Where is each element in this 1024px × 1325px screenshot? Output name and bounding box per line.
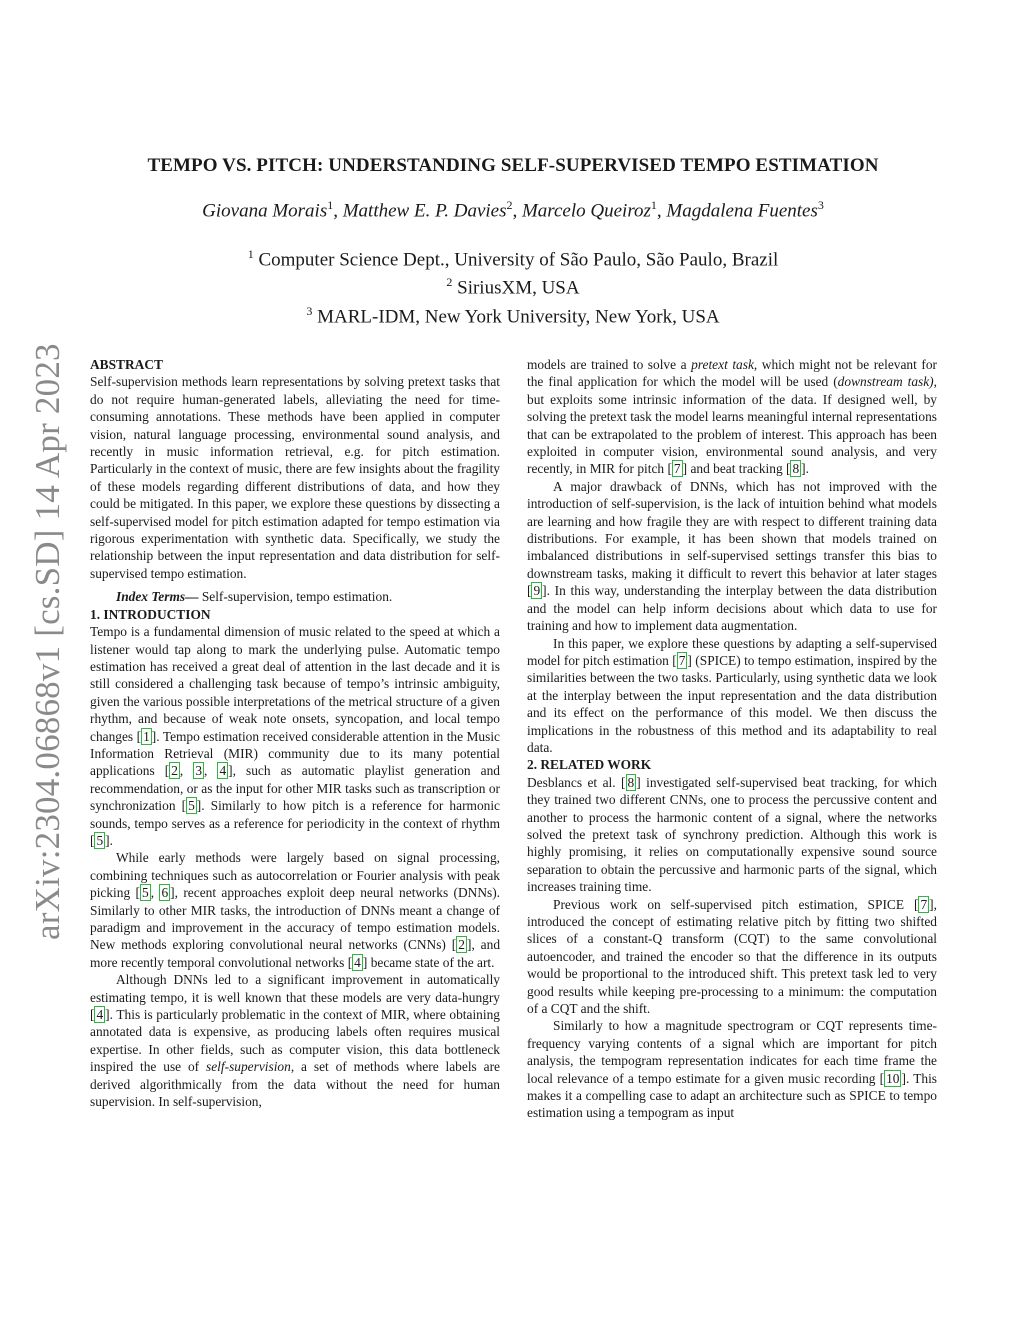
intro-paragraph-1: Tempo is a fundamental dimension of music related to the speed at which a listener would tap along to mark the underlying pulse. Automatic tempo estimation has received a great deal of attention in the last decade and it is still considered a challenging task because of tempo’s intrinsic ambiguity, given the various possible interpretations of the metrical structure of a given rhythm, and because of weak note onsets, syncopation, and local tempo changes [ 1 ]. Tempo estimation received considerable attention in the Music Information Retrieval (MIR) community due to its many potential applications [ 2 , 3 , 4 ], such as automatic playlist generation and recommendation, or as the input for other MIR tasks such as transcription or synchronization [ 5 ]. Similarly to how pitch is a reference for harmonic sounds, tempo serves as a reference for periodicity in the context of rhythm [ 5 ]. (90, 624, 501, 848)
intro-paragraph-6: In this paper, we explore these questions by adapting a self-supervised model for pitch estimation [ 7 ] (SPICE) to tempo estimation, inspired by the similarities between the two tasks. Particularly, using synthetic data we look at the interplay between the input representation and the data distribution and its effect on the performance of this model. We then discuss the implications in the robustness of this method and its adaptability to real data. (527, 635, 937, 755)
text-run: . (805, 461, 809, 477)
index-terms (90, 588, 500, 605)
text-run: Similarly to how a magnitude spectrogram or CQT represents time-frequency varying contents of a signal which are important for pitch analysis, the tempogram representation indicates for each time frame the local relevance of a tempo estimate for a given music recording (527, 1018, 937, 1086)
text-run: . Tempo estimation received considerable attention in the Music Information Retrieval (MIR) community due to its many potential applications (90, 728, 501, 779)
citation-link[interactable]: 7 (673, 461, 681, 477)
citation-link[interactable]: 2 (171, 763, 178, 779)
text-run: , and more recently temporal convolutional networks (90, 937, 501, 970)
text-run: , introduced the concept of estimating relative pitch by fitting two shifted slices of a constant-Q transform (CQT) to the same convolutional autoencoder, and trained the encoder so that the difference in its outputs would be proportional to the introduced shift. This pretext task led to very good results while keeping pre-processing to a minimum: the computation of a CQT and the shift. (527, 896, 937, 1017)
text-run: A major drawback of DNNs, which has not improved with the introduction of self-supervision, is the lack of intuition behind what models are learning and how fragile they are with respect to different training data distributions. For example, it has been shown that models trained on imbalanced distributions in self-supervised settings transfer this bias to downstream tasks, making it difficult to revert this behavior at later stages (527, 478, 937, 581)
intro-paragraph-4: models are trained to solve a pretext task, which might not be relevant for the final application for which the model will be used (downstream task), but exploits some intrinsic information of the data. If designed well, by solving the pretext task the model learns meaningful internal representations that can be extrapolated to the problem of interest. This approach has been exploited in computer vision, environmental sound analysis, and very recently, in MIR for pitch [ 7 ] and beat tracking [ 8 ]. (527, 357, 937, 477)
citation-link[interactable]: 9 (533, 583, 541, 599)
abstract-heading: ABSTRACT (90, 357, 163, 372)
text-run: Desblancs et al. (527, 774, 622, 790)
text-run: , recent approaches exploit deep neural networks (DNNs). Similarly to other MIR tasks, the introduction of DNNs meant a change of paradigm and improvement in the accuracy of tempo estimation models. New methods exploring convolutional neural networks (CNNs) (90, 885, 501, 953)
text-run: Previous work on self-supervised pitch estimation, SPICE (553, 896, 914, 912)
left-column (90, 356, 500, 1110)
text-run: Although DNNs led to a significant improvement in automatically estimating tempo, it is well known that these models are very data-hungry (90, 972, 500, 1005)
affiliation-number: 2 (446, 275, 453, 290)
related-paragraph-3: Similarly to how a magnitude spectrogram or CQT represents time-frequency varying contents of a signal which are important for pitch analysis, the tempogram representation indicates for each time frame the local relevance of a tempo estimate for a given music recording [ 10 ]. This makes it a compelling case to adapt an architecture such as SPICE to tempo estimation using a tempogram as input (527, 1018, 938, 1121)
author-list (90, 198, 936, 222)
text-run: Tempo is a fundamental dimension of music related to the speed at which a listener would tap along to mark the underlying pulse. Automatic tempo estimation has received a great deal of attention in the last decade and it is still considered a challenging task because of tempo’s intrinsic ambiguity, given the various possible interpretations of the metrical structure of a given rhythm, and because of weak note onsets, syncopation, and local tempo changes (90, 624, 500, 744)
author-separator: , (656, 200, 667, 222)
text-run: became state of the art. (367, 954, 495, 970)
text-run: While early methods were largely based on signal processing, combining techniques such as autocorrelation or Fourier analysis with peak picking (90, 850, 500, 901)
affiliation-list (90, 243, 936, 328)
intro-paragraph-3: Although DNNs led to a significant improvement in automatically estimating tempo, it is well known that these models are very data-hungry [ 4 ]. This is particularly problematic in the context of MIR, where obtaining annotated data is expensive, as producing labels often requires musical expertise. In other fields, such as computer vision, this data bottleneck inspired the use of self-supervision, a set of methods where labels are derived algorithmically from the data without the need for human supervision. In self-supervision, (90, 972, 500, 1110)
text-run: . This makes it a compelling case to adapt an architecture such as SPICE to tempo estimation using a tempogram as input (527, 1070, 938, 1121)
citation-link[interactable]: 8 (627, 774, 635, 790)
citation-link[interactable]: 7 (678, 652, 686, 668)
author-separator: , (333, 200, 343, 222)
related-work-heading: 2. RELATED WORK (527, 757, 652, 773)
index-terms-label: Index Terms— (116, 589, 199, 605)
affiliation (90, 300, 936, 328)
related-paragraph-2: Previous work on self-supervised pitch estimation, SPICE [ 7 ], introduced the concept of estimating relative pitch by fitting two shifted slices of a constant-Q transform (CQT) to the same convolutional autoencoder, and trained the encoder so that the difference in its outputs would be proportional to the introduced shift. This pretext task led to very good results while keeping pre-processing to a minimum: the computation of a CQT and the shift. (527, 896, 937, 1017)
text-run: In this paper, we explore these questions by adapting a self-supervised model for pitch estimation (527, 635, 937, 668)
affiliation-number: 1 (247, 247, 254, 261)
citation-link[interactable]: 3 (195, 763, 203, 779)
text-run: . (109, 832, 113, 848)
affiliation-text: Computer Science Dept., University of São Paulo, São Paulo, Brazil (258, 249, 779, 271)
intro-paragraph-2: While early methods were largely based on signal processing, combining techniques such as autocorrelation or Fourier analysis with peak picking [ 5 , 6 ], recent approaches exploit deep neural networks (DNNs). Similarly to other MIR tasks, the introduction of DNNs meant a change of paradigm and improvement in the accuracy of tempo estimation models. New methods exploring convolutional neural networks (CNNs) [ 2 ], and more recently temporal convolutional networks [ 4 ] became state of the art. (90, 850, 501, 970)
author-affiliation-mark: 3 (817, 198, 824, 212)
text-run: . In this way, understanding the interplay between the data distribution and the model can help inform decisions about which data to use for training and how to implement data augmentation. (527, 583, 937, 634)
abstract-text: Self-supervision methods learn representations by solving pretext tasks that do not require human-generated labels, alleviating the need for time-consuming annotations. These methods have been applied in computer vision, natural language processing, environmental sound analysis, and recently in music information retrieval, e.g. for pitch estimation. Particularly in the context of music, there are few insights about the fragility of these models regarding different distributions of data, and how they could be mitigated. In this paper, we explore these questions by dissecting a self-supervised model for pitch estimation adapted for tempo estimation via rigorous experimentation with synthetic data. Specifically, we study the relationship between the input representation and data distribution for self-supervised tempo estimation. (90, 374, 500, 581)
citation-link[interactable]: 8 (792, 461, 800, 477)
text-run: , which might not be relevant for the final application for which the model will be used ( (527, 357, 937, 390)
author-affiliation-mark: 2 (506, 198, 513, 212)
text-run: , such as automatic playlist generation and recommendation, or as the input for other MIR tasks such as transcription or synchronization (90, 763, 500, 814)
text-run: investigated self-supervised beat tracking, for which they trained two different CNNs, one to process the percussive content and another to process the harmonic content of a signal, where the networks solved the pretext task of synchrony prediction. Although this work is highly promising, it relies on computationally expensive sound source separation to obtain the percussive and harmonic parts of the signal, which increases training time. (527, 774, 937, 895)
citation-link[interactable]: 5 (188, 798, 195, 814)
affiliation (90, 271, 936, 299)
text-run: . Similarly to how pitch is a reference for harmonic sounds, tempo serves as a reference for periodicity in the context of rhythm (90, 798, 500, 831)
author-name: Matthew E. P. Davies (342, 200, 507, 222)
emphasis-text: downstream task) (837, 374, 934, 390)
text-run: , a set of methods where labels are derived algorithmically from the data without the need for human supervision. In self-supervision, (90, 1059, 500, 1110)
citation-link[interactable]: 1 (143, 728, 150, 744)
citation-link[interactable]: 4 (219, 763, 227, 779)
author-name: Magdalena Fuentes (666, 200, 818, 222)
paper-title: TEMPO VS. PITCH: UNDERSTANDING SELF-SUPERVISED TEMPO ESTIMATION (147, 155, 879, 176)
related-paragraph-1: Desblancs et al. [ 8 ] investigated self-supervised beat tracking, for which they trained two different CNNs, one to process the percussive content and another to process the harmonic content of a signal, where the networks solved the pretext task of synchrony prediction. Although this work is highly promising, it relies on computationally expensive sound source separation to obtain the percussive and harmonic parts of the signal, which increases training time. (527, 774, 937, 895)
text-run: , but exploits some intrinsic information of the data. If designed well, by solving the pretext task the model learns meaningful internal representations that can be extrapolated to the problem of interest. This approach has been exploited in computer vision, environmental sound analysis, and very recently, in MIR for pitch (527, 374, 937, 477)
citation-link[interactable]: 7 (920, 896, 928, 912)
author-name: Giovana Morais (202, 200, 328, 222)
affiliation-number: 3 (306, 303, 313, 318)
citation-link[interactable]: 10 (886, 1070, 900, 1086)
text-run: . This is particularly problematic in the context of MIR, where obtaining annotated data is expensive, as producing labels often requires musical expertise. In other fields, such as computer vision, this data bottleneck inspired the use of (90, 1007, 500, 1075)
affiliation-text: MARL-IDM, New York University, New York, USA (317, 305, 720, 327)
author-separator: , (512, 200, 522, 222)
index-terms-text: Self-supervision, tempo estimation. (198, 589, 393, 605)
citation-link[interactable]: 2 (458, 937, 465, 953)
introduction-heading: 1. INTRODUCTION (90, 606, 211, 622)
text-run: and beat tracking (687, 461, 786, 477)
emphasis-text: pretext task (691, 357, 754, 372)
affiliation (90, 243, 936, 271)
citation-link[interactable]: 4 (96, 1007, 104, 1023)
author-affiliation-mark: 1 (650, 198, 657, 212)
citation-link[interactable]: 5 (142, 885, 149, 901)
intro-paragraph-5: A major drawback of DNNs, which has not improved with the introduction of self-supervision, is the lack of intuition behind what models are learning and how fragile they are with respect to different training data distributions. For example, it has been shown that models trained on imbalanced distributions in self-supervised settings transfer this bias to downstream tasks, making it difficult to revert this behavior at later stages [ 9 ]. In this way, understanding the interplay between the data distribution and the model can help inform decisions about which data to use for training and how to implement data augmentation. (527, 478, 937, 634)
author-affiliation-mark: 1 (327, 198, 334, 212)
affiliation-text: SiriusXM, USA (457, 277, 580, 299)
author-name: Marcelo Queiroz (521, 200, 651, 222)
arxiv-identifier[interactable]: arXiv:2304.06868v1 [cs.SD] 14 Apr 2023 (28, 343, 67, 940)
text-run: (SPICE) to tempo estimation, inspired by the similarities between the two tasks. Particularly, using synthetic data we look at the interplay between the input representation and the data distribution and its effect on the performance of this model. We then discuss the implications in the robustness of this method and its adaptability to real data. (527, 652, 937, 755)
emphasis-text: self-supervision (206, 1059, 291, 1075)
right-column (527, 356, 937, 1122)
citation-link[interactable]: 6 (161, 885, 169, 901)
text-run: models are trained to solve a (527, 357, 692, 372)
citation-link[interactable]: 4 (354, 954, 361, 970)
citation-link[interactable]: 5 (96, 832, 104, 848)
